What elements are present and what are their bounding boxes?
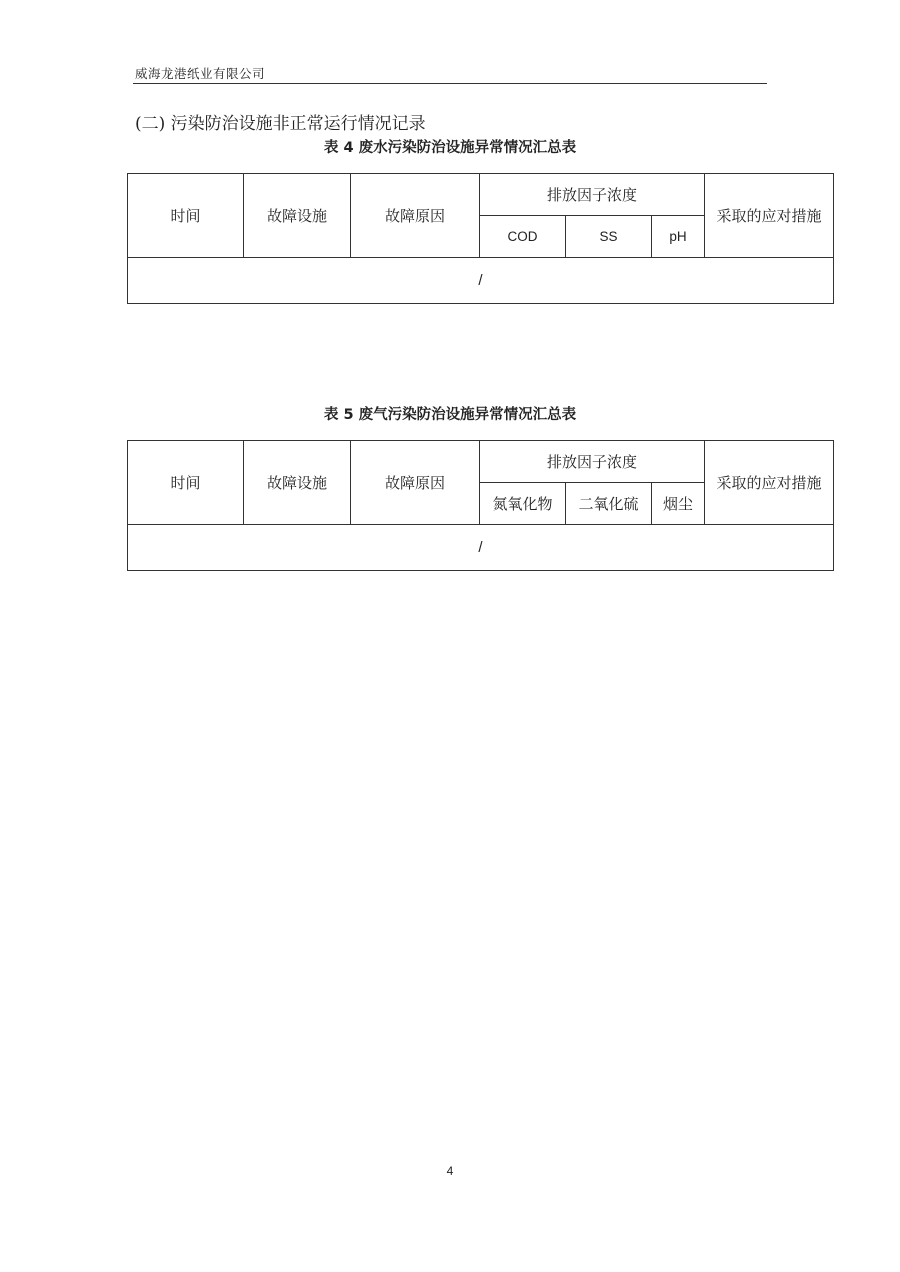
header-measures: 采取的应对措施 <box>705 441 834 525</box>
header-facility: 故障设施 <box>244 174 351 258</box>
factor-sulfur-dioxide: 二氧化硫 <box>566 483 652 525</box>
wastewater-anomaly-table <box>127 173 834 304</box>
company-header: 威海龙港纸业有限公司 <box>135 66 266 81</box>
header-concentration: 排放因子浓度 <box>480 174 705 216</box>
table4-caption: 表 4 废水污染防治设施异常情况汇总表 <box>323 140 577 156</box>
header-time: 时间 <box>128 441 244 525</box>
page-number: 4 <box>446 1164 454 1178</box>
exhaust-gas-anomaly-table <box>127 440 834 571</box>
header-concentration: 排放因子浓度 <box>480 441 705 483</box>
header-measures: 采取的应对措施 <box>705 174 834 258</box>
factor-smoke-dust: 烟尘 <box>652 483 705 525</box>
header-divider <box>133 83 767 84</box>
header-time: 时间 <box>128 174 244 258</box>
factor-nitrogen-oxides: 氮氧化物 <box>480 483 566 525</box>
factor-cod: COD <box>480 216 566 258</box>
factor-ss: SS <box>566 216 652 258</box>
table5-caption: 表 5 废气污染防治设施异常情况汇总表 <box>323 407 577 423</box>
factor-ph: pH <box>652 216 705 258</box>
header-facility: 故障设施 <box>244 441 351 525</box>
header-reason: 故障原因 <box>351 441 480 525</box>
section-title: (二) 污染防治设施非正常运行情况记录 <box>135 114 426 134</box>
table5-body-cell: / <box>128 525 834 571</box>
header-reason: 故障原因 <box>351 174 480 258</box>
table4-body-cell: / <box>128 258 834 304</box>
